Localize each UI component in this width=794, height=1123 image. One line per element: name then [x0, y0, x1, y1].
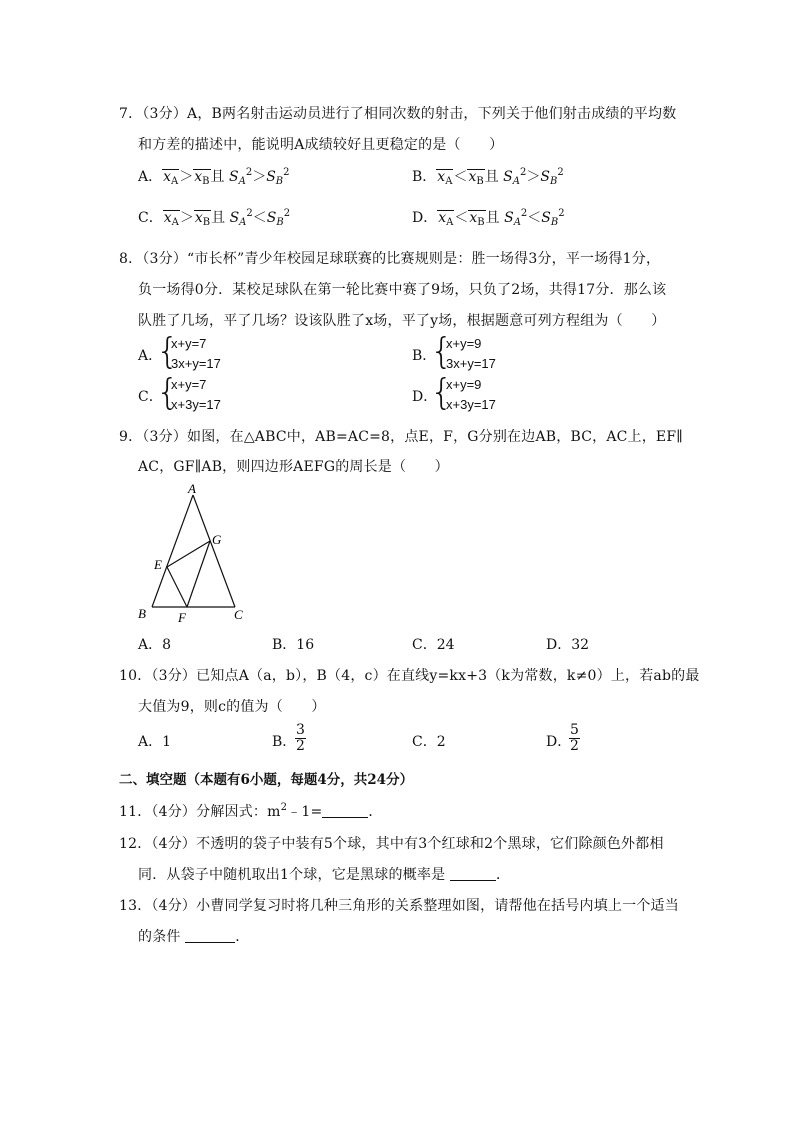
q9-option-d[interactable]: D．32 — [546, 637, 590, 653]
q8-line2: 负一场得0分．某校足球队在第一轮比赛中赛了9场，只负了2场，共得17分．那么该 — [138, 282, 667, 298]
q8-option-a-system[interactable]: x+y=7 3x+y=17 — [171, 336, 221, 371]
q9-option-b[interactable]: B．16 — [272, 637, 315, 653]
q8-option-d-system[interactable]: x+y=9 x+3y=17 — [446, 377, 496, 412]
q8-line1: 8．（3分）“市长杯”青少年校园足球联赛的比赛规则是：胜一场得3分，平一场得1分， — [119, 251, 661, 267]
q10-option-d-label[interactable]: D． — [546, 734, 572, 750]
q7-line1: 7．（3分）A，B两名射击运动员进行了相同次数的射击，下列关于他们射击成绩的平均数 — [119, 106, 677, 122]
q7-option-a[interactable]: A．$x_A>x_B$且 $S_A^2>S_B^2$ — [138, 167, 290, 187]
q10-line1: 10．（3分）已知点A（a，b），B（4，c）在直线y=kx+3（k为常数，k≠0）上，若ab的最 — [119, 668, 700, 684]
section-heading: 二、填空题（本题有6小题，每题4分，共24分） — [119, 772, 414, 788]
segment-eg — [167, 541, 210, 567]
q7-option-c[interactable]: C．$x_A>x_B$且 $S_A^2<S_B^2$ — [138, 208, 291, 228]
edge-ac — [193, 495, 235, 607]
point-e-label: E — [154, 557, 162, 572]
vertex-c-label: C — [234, 607, 243, 622]
q12-answer-blank[interactable] — [450, 868, 496, 881]
brace-icon: { — [156, 331, 179, 372]
triangle-figure — [130, 478, 260, 628]
q7-option-b[interactable]: B．$x_A<x_B$且 $S_A^2>S_B^2$ — [412, 167, 564, 187]
brace-icon: { — [156, 372, 179, 413]
q8-option-c-label[interactable]: C． — [138, 389, 163, 405]
q13-line1: 13．（4分）小曹同学复习时将几种三角形的关系整理如图，请帮他在括号内填上一个适当 — [119, 898, 679, 914]
q9-option-a[interactable]: A．8 — [138, 637, 172, 653]
q12-line2: 同．从袋子中随机取出1个球，它是黑球的概率是 ． — [138, 867, 511, 883]
q10-option-b-fraction: $\frac{3}{2}$ — [296, 722, 305, 754]
q7-line2: 和方差的描述中，能说明A成绩较好且更稳定的是（ ） — [138, 137, 504, 153]
q10-option-d-fraction: $\frac{5}{2}$ — [570, 722, 579, 754]
q10-line2: 大值为9，则c的值为（ ） — [138, 699, 326, 715]
segment-gf — [187, 541, 210, 607]
q13-answer-blank[interactable] — [185, 930, 235, 943]
brace-icon: { — [430, 331, 453, 372]
q10-option-a[interactable]: A．1 — [138, 734, 172, 750]
q8-option-a-label[interactable]: A． — [138, 348, 163, 364]
vertex-b-label: B — [138, 606, 146, 621]
point-g-label: G — [212, 532, 222, 547]
q9-line2: AC，GF∥AB，则四边形AEFG的周长是（ ） — [138, 459, 449, 475]
edge-ab — [152, 495, 193, 607]
q8-option-c-system[interactable]: x+y=7 x+3y=17 — [171, 377, 221, 412]
q13-line2: 的条件 ． — [138, 929, 250, 945]
q8-option-b-system[interactable]: x+y=9 3x+y=17 — [446, 336, 496, 371]
brace-icon: { — [430, 372, 453, 413]
q11-text: 11．（4分）分解因式：$m^2﹣1=$ ． — [119, 802, 383, 820]
vertex-a-label: A — [188, 481, 196, 496]
q9-option-c[interactable]: C．24 — [412, 637, 455, 653]
q10-option-c[interactable]: C．2 — [412, 734, 446, 750]
q11-answer-blank[interactable] — [322, 805, 368, 818]
q8-option-d-label[interactable]: D． — [412, 389, 438, 405]
q12-line1: 12．（4分）不透明的袋子中装有5个球，其中有3个红球和2个黑球，它们除颜色外都相 — [119, 836, 664, 852]
segment-ef — [167, 567, 187, 607]
q8-line3: 队胜了几场，平了几场？设该队胜了x场，平了y场，根据题意可列方程组为（ ） — [138, 313, 666, 329]
q7-option-d[interactable]: D．$x_A<x_B$且 $S_A^2<S_B^2$ — [412, 208, 565, 228]
q10-option-b-label[interactable]: B． — [272, 734, 297, 750]
q8-option-b-label[interactable]: B． — [412, 348, 437, 364]
q9-line1: 9．（3分）如图，在△ABC中，AB=AC=8，点E，F，G分别在边AB，BC，AC上，EF∥ — [119, 429, 683, 445]
point-f-label: F — [178, 610, 186, 625]
